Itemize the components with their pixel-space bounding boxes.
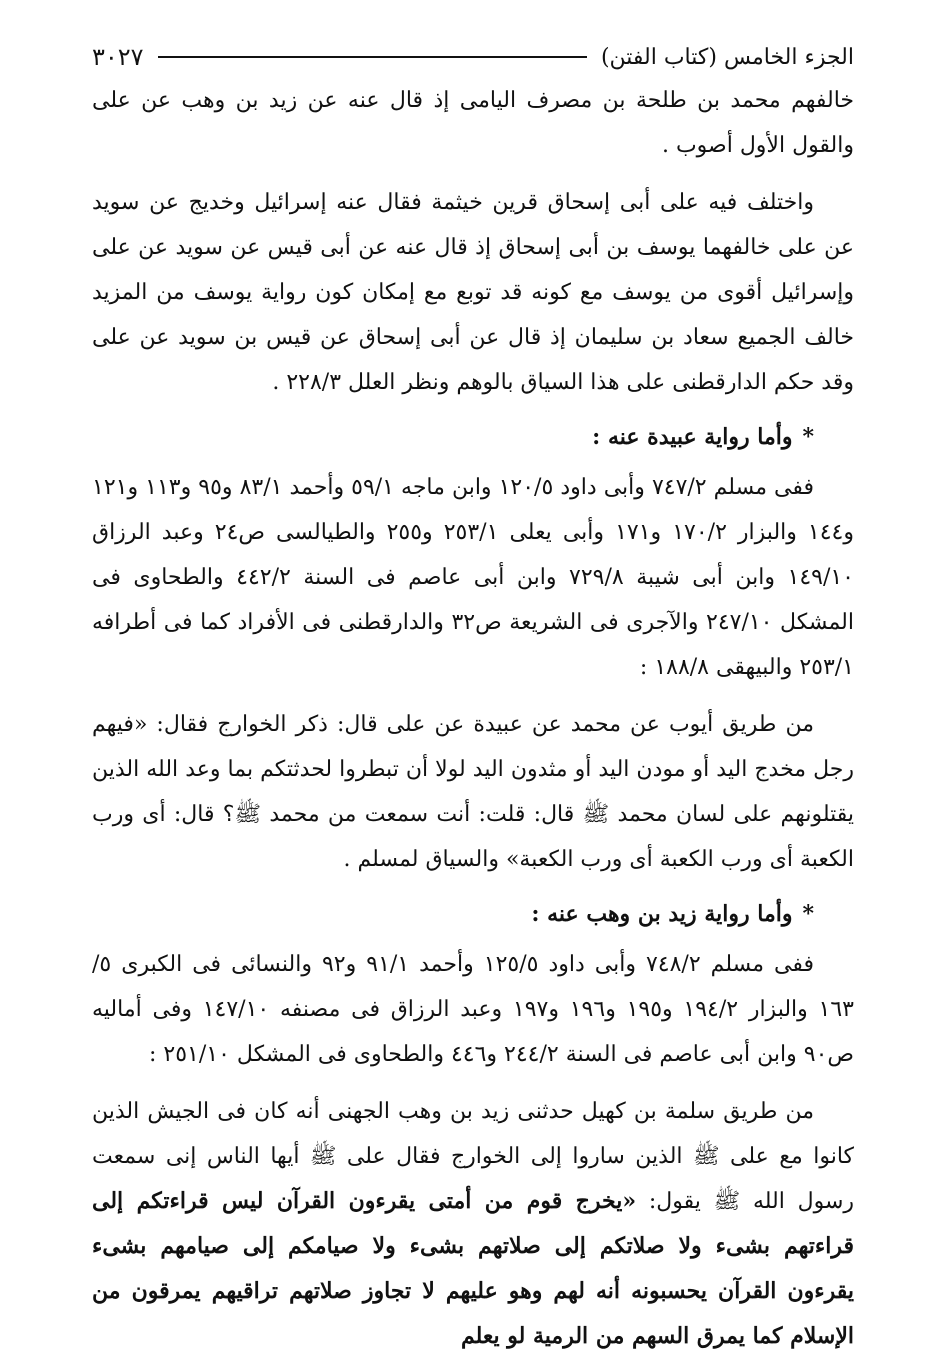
hadith-quote: «يخرج قوم من أمتى يقرءون القرآن ليس قراءتكم إلى قراءتهم بشىء ولا صلاتكم إلى صلاتهم بشىء ولا صيامكم إلى صيامهم بشىء يقرءون القرآن يحسبونه أنه لهم وهو عليهم لا تجاوز صلاتهم تراقيهم يمرقون من الإسلام كما يمرق السهم من الرمية لو يعلم (92, 1188, 854, 1349)
page-number: ٣٠٢٧ (92, 43, 144, 71)
paragraph-2-text: واختلف فيه على أبى إسحاق قرين خيثمة فقال عنه إسرائيل وخديج عن سويد عن على خالفهما يوسف بن أبى إسحاق إذ قال عنه عن أبى قيس عن سويد عن على وإسرائيل أقوى من يوسف مع كونه قد توبع مع إمكان كون رواية يوسف من المزيد خالف الجميع سعاد بن سليمان إذ قال عن أبى إسحاق عن قيس بن سويد عن على وقد حكم الدارقطنى على هذا السياق بالوهم ونظر العلل ٢٢٨/٣ . (92, 190, 854, 395)
paragraph-4-text: من طريق أيوب عن محمد عن عبيدة عن على قال: ذكر الخوارج فقال: «فيهم رجل مخدج اليد أو مودن اليد أو مثدون اليد لولا أن تبطروا لحدثتكم بما وعد الله الذين يقتلونهم على لسان محمد ﷺ قال: قلت: أنت سمعت من محمد ﷺ؟ قال: أى ورب الكعبة أى ورب الكعبة أى ورب الكعبة» والسياق لمسلم . (92, 712, 854, 872)
section-heading-ubaida-text: وأما رواية عبيدة عنه : (592, 424, 793, 450)
running-header (92, 40, 854, 74)
paragraph-6-body (92, 1089, 854, 1359)
header-rule (158, 56, 587, 58)
section-heading-ubaida (92, 417, 854, 457)
paragraph-2 (92, 180, 854, 405)
paragraph-3-text: ففى مسلم ٧٤٧/٢ وأبى داود ١٢٠/٥ وابن ماجه ٥٩/١ وأحمد ٨٣/١ و٩٥ و١١٣ و١٢١ و١٤٤ والبزار ١٧٠/٢ و١٧١ وأبى يعلى ٢٥٣/١ و٢٥٥ والطيالسى ص٢٤ وعبد الرزاق ١٤٩/١٠ وابن أبى شيبة ٧٢٩/٨ وابن أبى عاصم فى السنة ٤٤٢/٢ والطحاوى فى المشكل ٢٤٧/١٠ والآجرى فى الشريعة ص٣٢ والدارقطنى فى الأفراد كما فى أطرافه ٢٥٣/١ والبيهقى ١٨٨/٨ : (92, 475, 854, 680)
heading-marker-2: * (802, 901, 814, 927)
heading-marker-1: * (802, 424, 814, 450)
paragraph-1-text: خالفهم محمد بن طلحة بن مصرف اليامى إذ قال عنه عن زيد بن وهب عن على والقول الأول أصوب . (92, 88, 854, 158)
section-heading-zayd-text: وأما رواية زيد بن وهب عنه : (531, 901, 793, 927)
paragraph-6-intro: من طريق سلمة بن كهيل حدثنى زيد بن وهب الجهنى أنه كان فى الجيش الذين كانوا مع على ﷺ الذين ساروا إلى الخوارج فقال على ﷺ أيها الناس إنى سمعت رسول الله ﷺ يقول: (92, 1099, 855, 1214)
paragraph-6 (92, 1089, 854, 1359)
paragraph-3 (92, 465, 854, 690)
header-title: الجزء الخامس (كتاب الفتن) (600, 44, 854, 70)
paragraph-4 (92, 702, 854, 882)
paragraph-5 (92, 942, 854, 1077)
paragraph-5-text: ففى مسلم ٧٤٨/٢ وأبى داود ١٢٥/٥ وأحمد ٩١/١ و٩٢ والنسائى فى الكبرى ٥/ ١٦٣ والبزار ١٩٤/٢ و١٩٥ و١٩٦ و١٩٧ وعبد الرزاق فى مصنفه ١٤٧/١٠ وفى أماليه ص٩٠ وابن أبى عاصم فى السنة ٢٤٤/٢ و٤٤٦ والطحاوى فى المشكل ٢٥١/١٠ : (92, 952, 854, 1067)
paragraph-1 (92, 78, 854, 168)
section-heading-zayd (92, 894, 854, 934)
